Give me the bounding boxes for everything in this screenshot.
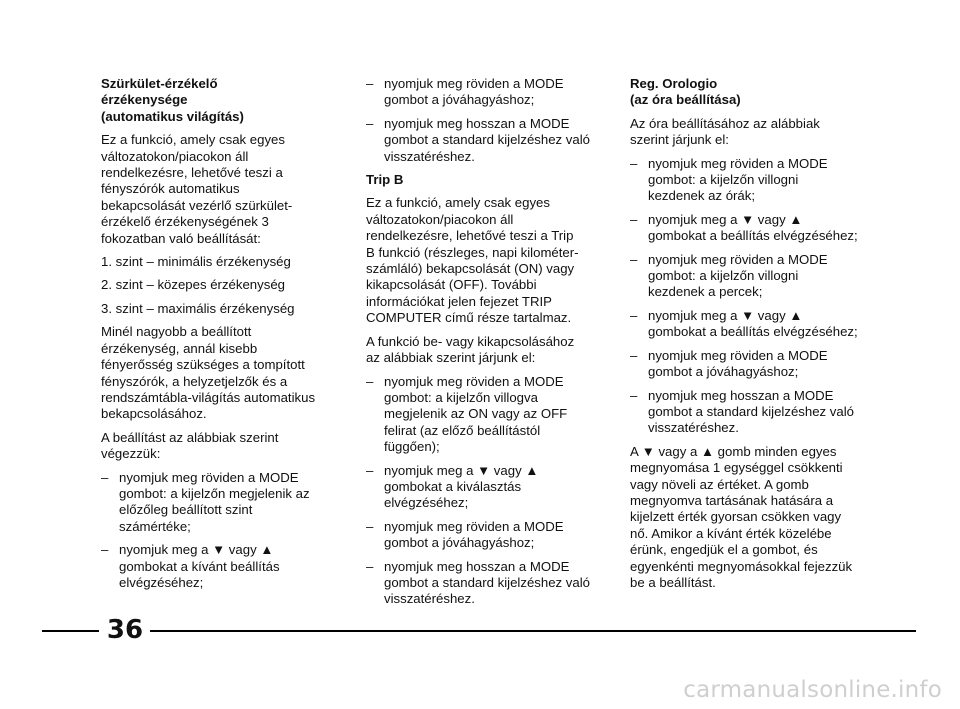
text-line: vagy növeli az értéket. A gomb xyxy=(630,476,809,492)
text-line: nyomjuk meg röviden a MODE xyxy=(648,155,828,171)
list-item xyxy=(630,212,862,245)
text-line: előzőleg beállított szint xyxy=(119,502,253,518)
text-line: bekapcsolásához. xyxy=(101,406,207,422)
section-heading xyxy=(366,172,604,188)
text-line: fényerősség szükséges a tompított xyxy=(101,357,305,373)
section-heading xyxy=(630,76,862,109)
text-line: nyomjuk meg hosszan a MODE xyxy=(648,387,834,403)
paragraph xyxy=(101,254,333,270)
list-item xyxy=(630,156,862,205)
text-line: gombokat a beállítás elvégzéséhez; xyxy=(648,228,858,244)
list-dash: – xyxy=(366,76,374,91)
text-line: be a beállítást. xyxy=(630,574,716,590)
text-line: kikapcsolását (OFF). További xyxy=(366,277,537,293)
text-line: gombot a standard kijelzéshez való xyxy=(384,574,590,590)
text-line: nyomjuk meg röviden a MODE xyxy=(384,518,564,534)
text-line: gombot a standard kijelzéshez való xyxy=(384,132,590,148)
text-column-3 xyxy=(630,76,862,598)
text-line: fokozatban való beállítását: xyxy=(101,230,261,246)
list-item xyxy=(630,388,862,437)
text-line: nyomjuk meg röviden a MODE xyxy=(119,469,299,485)
text-line: nyomjuk meg a ▼ vagy ▲ xyxy=(119,542,274,558)
text-line: szerint járjunk el: xyxy=(630,132,729,148)
list-dash: – xyxy=(630,347,638,363)
watermark: carmanualsonline.info xyxy=(683,677,942,703)
text-line: Ez a funkció, amely csak egyes xyxy=(366,195,550,211)
text-line: COMPUTER című része tartalmaz. xyxy=(366,310,572,326)
text-line: változatokon/piacokon áll xyxy=(101,148,249,164)
text-line: érünk, engedjük el a gombot, és xyxy=(630,542,818,558)
text-line: végezzük: xyxy=(101,446,161,462)
list-item xyxy=(630,348,862,381)
text-line: 2. szint – közepes érzékenység xyxy=(101,277,285,293)
text-line: gombot a jóváhagyáshoz; xyxy=(648,364,799,380)
text-line: az alábbiak szerint járjunk el: xyxy=(366,350,536,366)
text-line: gombokat a kiválasztás xyxy=(384,478,522,494)
text-line: nyomjuk meg röviden a MODE xyxy=(648,347,828,363)
section-heading xyxy=(101,76,333,125)
list-item xyxy=(366,559,604,608)
text-line: gombot: a kijelzőn villogni xyxy=(648,268,799,284)
text-line: nyomjuk meg a ▼ vagy ▲ xyxy=(648,307,803,323)
list-item xyxy=(630,252,862,301)
text-line: nyomjuk meg a ▼ vagy ▲ xyxy=(384,462,539,478)
text-line: A funkció be- vagy kikapcsolásához xyxy=(366,333,575,349)
text-line: Reg. Orologio xyxy=(630,76,718,91)
text-line: gombot: a kijelzőn villogni xyxy=(648,172,799,188)
list-item xyxy=(366,519,604,552)
text-line: számértéke; xyxy=(119,518,191,534)
text-line: megnyomva tartásának hatására a xyxy=(630,492,834,508)
list-dash: – xyxy=(630,211,638,227)
text-line: számláló) bekapcsolását (ON) vagy xyxy=(366,261,575,277)
text-line: Az óra beállításához az alábbiak xyxy=(630,115,820,131)
text-line: kijelzett érték gyorsan csökken vagy xyxy=(630,509,842,525)
paragraph xyxy=(366,195,604,326)
paragraph xyxy=(101,324,333,422)
list-dash: – xyxy=(366,558,374,574)
text-line: A beállítást az alábbiak szerint xyxy=(101,429,279,445)
text-line: nyomjuk meg hosszan a MODE xyxy=(384,115,570,131)
text-line: elvégzéséhez; xyxy=(384,495,469,511)
text-line: nyomjuk meg röviden a MODE xyxy=(648,251,828,267)
text-line: elvégzéséhez; xyxy=(119,574,204,590)
list-item xyxy=(366,116,604,165)
paragraph xyxy=(366,334,604,367)
list-dash: – xyxy=(630,155,638,171)
text-line: Ez a funkció, amely csak egyes xyxy=(101,132,285,148)
list-dash: – xyxy=(366,115,374,131)
paragraph xyxy=(101,132,333,247)
text-line: megjelenik az ON vagy az OFF xyxy=(384,406,568,422)
text-line: gombokat a kívánt beállítás xyxy=(119,558,280,574)
text-line: változatokon/piacokon áll xyxy=(366,211,514,227)
text-line: gombot: a kijelzőn villogva xyxy=(384,389,538,405)
list-dash: – xyxy=(366,373,374,389)
text-line: nyomjuk meg a ▼ vagy ▲ xyxy=(648,211,803,227)
text-line: Trip B xyxy=(366,172,404,188)
list-item xyxy=(630,308,862,341)
text-line: felirat (az előző beállítástól xyxy=(384,422,541,438)
footer-rule-left xyxy=(42,630,99,632)
text-line: érzékenység, annál kisebb xyxy=(101,340,258,356)
list-item xyxy=(366,463,604,512)
text-line: kezdenek az órák; xyxy=(648,188,756,204)
page-number: 36 xyxy=(106,615,144,645)
text-line: kezdenek a percek; xyxy=(648,284,763,300)
list-dash: – xyxy=(366,518,374,534)
text-line: fényszórók automatikus xyxy=(101,181,240,197)
text-line: rendelkezésre, lehetővé teszi a xyxy=(101,165,283,181)
paragraph xyxy=(101,277,333,293)
text-line: rendszámtábla-világítás automatikus xyxy=(101,389,316,405)
list-item xyxy=(101,542,333,591)
text-line: érzékenysége xyxy=(101,92,188,108)
text-line: függően); xyxy=(384,439,440,455)
text-line: információkat jelen fejezet TRIP xyxy=(366,293,552,309)
list-dash: – xyxy=(630,387,638,403)
list-dash: – xyxy=(101,469,109,485)
text-line: nyomjuk meg röviden a MODE xyxy=(384,373,564,389)
text-line: nyomjuk meg röviden a MODE xyxy=(384,76,564,91)
text-line: 1. szint – minimális érzékenység xyxy=(101,254,291,270)
text-line: visszatéréshez. xyxy=(384,148,475,164)
list-item xyxy=(366,76,604,109)
text-line: egyenkénti megnyomásokkal fejezzük xyxy=(630,558,853,574)
text-line: B funkció (részleges, napi kilométer- xyxy=(366,244,579,260)
list-item xyxy=(101,470,333,536)
paragraph xyxy=(630,116,862,149)
text-line: gombot a jóváhagyáshoz; xyxy=(384,535,535,551)
text-line: megnyomása 1 egységgel csökkenti xyxy=(630,460,843,476)
text-line: visszatéréshez. xyxy=(648,420,739,436)
text-line: gombot: a kijelzőn megjelenik az xyxy=(119,485,310,501)
list-dash: – xyxy=(630,251,638,267)
text-line: A ▼ vagy a ▲ gomb minden egyes xyxy=(630,443,837,459)
text-column-2 xyxy=(366,76,604,615)
text-line: (automatikus világítás) xyxy=(101,108,244,124)
text-line: Szürkület-érzékelő xyxy=(101,76,218,91)
paragraph xyxy=(101,430,333,463)
text-line: visszatéréshez. xyxy=(384,591,475,607)
text-line: érzékelő érzékenységének 3 xyxy=(101,214,269,230)
paragraph xyxy=(101,301,333,317)
text-column-1 xyxy=(101,76,333,598)
text-line: bekapcsolását vezérlő szürkület- xyxy=(101,197,293,213)
footer-rule-right xyxy=(150,630,916,632)
list-dash: – xyxy=(630,307,638,323)
text-line: Minél nagyobb a beállított xyxy=(101,324,252,340)
text-line: nő. Amikor a kívánt érték közelébe xyxy=(630,525,832,541)
text-line: rendelkezésre, lehetővé teszi a Trip xyxy=(366,228,574,244)
text-line: 3. szint – maximális érzékenység xyxy=(101,300,295,316)
text-line: gombokat a beállítás elvégzéséhez; xyxy=(648,324,858,340)
list-item xyxy=(366,374,604,456)
text-line: gombot a standard kijelzéshez való xyxy=(648,403,854,419)
text-line: nyomjuk meg hosszan a MODE xyxy=(384,558,570,574)
list-dash: – xyxy=(366,462,374,478)
text-line: fényszórók, a helyzetjelzők és a xyxy=(101,373,288,389)
paragraph xyxy=(630,444,862,592)
text-line: gombot a jóváhagyáshoz; xyxy=(384,92,535,108)
list-dash: – xyxy=(101,542,109,558)
text-line: (az óra beállítása) xyxy=(630,92,741,108)
